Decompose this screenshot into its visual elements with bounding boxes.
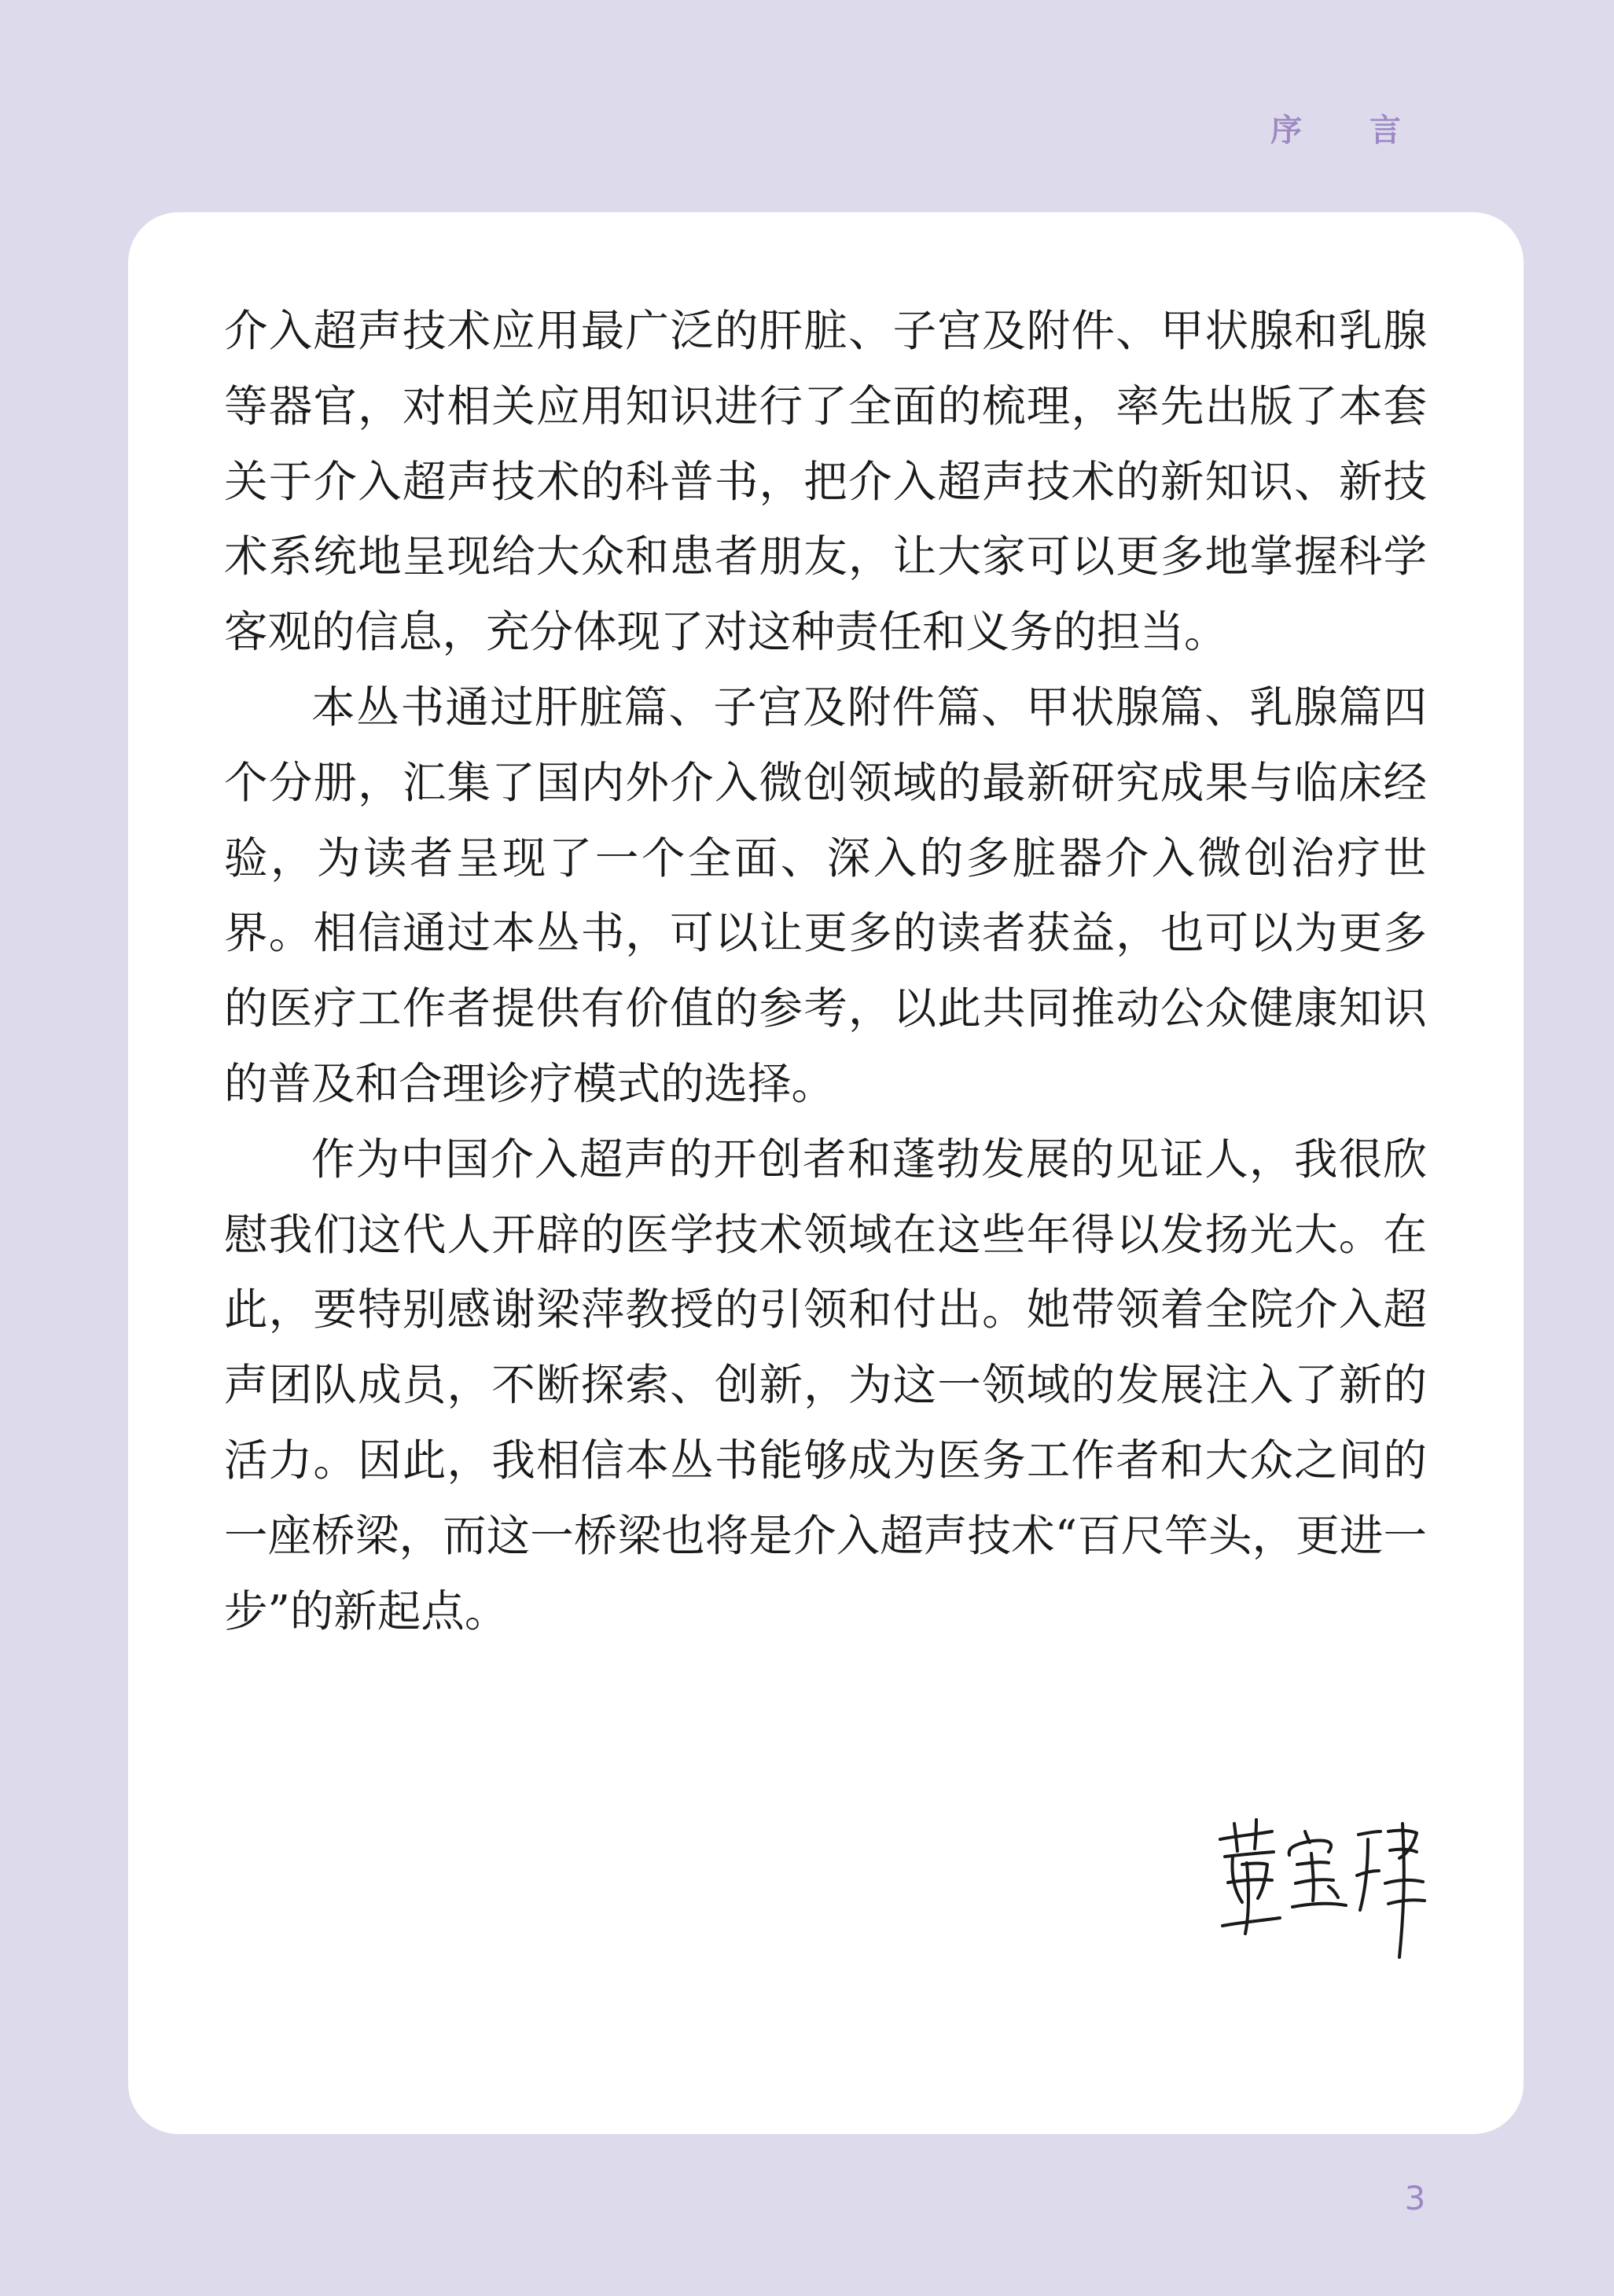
paragraph-2: 本丛书通过肝脏篇、子宫及附件篇、甲状腺篇、乳腺篇四个分册，汇集了国内外介入微创领域的最新研究成果与临床经验，为读者呈现了一个全面、深入的多脏器介入微创治疗世界。相信通过本丛书，可以让更多的读者获益，也可以为更多的医疗工作者提供有价值的参考，以此共同推动公众健康知识的普及和合理诊疗模式的选择。 [224,681,1427,1110]
page-number: 3 [1404,2179,1426,2217]
author-signature [1211,1808,1431,1965]
preface-text [224,294,1427,1649]
paragraph-1: 介入超声技术应用最广泛的肝脏、子宫及附件、甲状腺和乳腺等器官，对相关应用知识进行了全面的梳理，率先出版了本套关于介入超声技术的科普书，把介入超声技术的新知识、新技术系统地呈现给大众和患者朋友，让大家可以更多地掌握科学客观的信息，充分体现了对这种责任和义务的担当。 [224,306,1427,659]
paragraph-3: 作为中国介入超声的开创者和蓬勃发展的见证人，我很欣慰我们这代人开辟的医学技术领域在这些年得以发扬光大。在此，要特别感谢梁萍教授的引领和付出。她带领着全院介入超声团队成员，不断探索、创新，为这一领域的发展注入了新的活力。因此，我相信本丛书能够成为医务工作者和大众之间的一座桥梁，而这一桥梁也将是介入超声技术“百尺竿头，更进一步”的新起点。 [224,1133,1427,1637]
running-header-title: 序 言 [1270,112,1429,149]
